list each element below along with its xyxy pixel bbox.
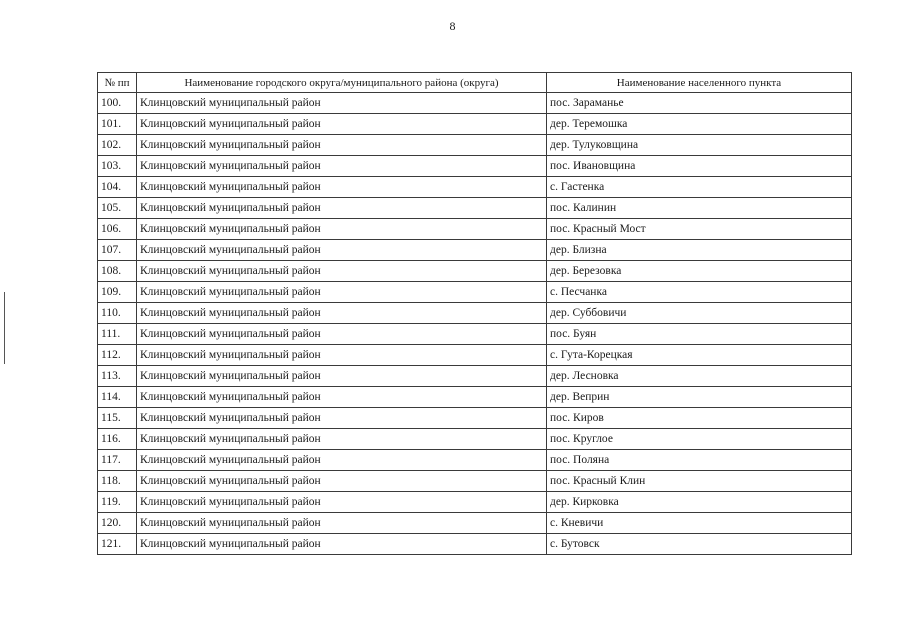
row-number: 113. — [98, 366, 137, 387]
district-name: Клинцовский муниципальный район — [137, 240, 547, 261]
settlements-table — [97, 72, 852, 555]
district-name: Клинцовский муниципальный район — [137, 450, 547, 471]
row-number: 107. — [98, 240, 137, 261]
table-row — [98, 534, 852, 555]
row-number: 116. — [98, 429, 137, 450]
settlement-name: с. Гута-Корецкая — [547, 345, 852, 366]
table-row — [98, 156, 852, 177]
table-row — [98, 387, 852, 408]
district-name: Клинцовский муниципальный район — [137, 282, 547, 303]
district-name: Клинцовский муниципальный район — [137, 408, 547, 429]
district-name: Клинцовский муниципальный район — [137, 135, 547, 156]
settlement-name: дер. Теремошка — [547, 114, 852, 135]
settlement-name: пос. Калинин — [547, 198, 852, 219]
page-number: 8 — [449, 19, 456, 33]
row-number: 109. — [98, 282, 137, 303]
header-num: № пп — [98, 73, 137, 93]
table-row — [98, 324, 852, 345]
settlement-name: пос. Поляна — [547, 450, 852, 471]
district-name: Клинцовский муниципальный район — [137, 156, 547, 177]
settlement-name: пос. Зараманье — [547, 93, 852, 114]
row-number: 117. — [98, 450, 137, 471]
district-name: Клинцовский муниципальный район — [137, 114, 547, 135]
row-number: 118. — [98, 471, 137, 492]
table-row — [98, 219, 852, 240]
table-row — [98, 303, 852, 324]
table-row — [98, 513, 852, 534]
settlement-name: дер. Кирковка — [547, 492, 852, 513]
settlement-name: дер. Близна — [547, 240, 852, 261]
table-row — [98, 240, 852, 261]
district-name: Клинцовский муниципальный район — [137, 93, 547, 114]
table-header-row — [98, 73, 852, 93]
settlement-name: дер. Березовка — [547, 261, 852, 282]
settlement-name: с. Песчанка — [547, 282, 852, 303]
table-row — [98, 261, 852, 282]
table-row — [98, 429, 852, 450]
table-row — [98, 450, 852, 471]
table-row — [98, 282, 852, 303]
district-name: Клинцовский муниципальный район — [137, 177, 547, 198]
table-row — [98, 177, 852, 198]
settlement-name: пос. Красный Мост — [547, 219, 852, 240]
table-row — [98, 471, 852, 492]
district-name: Клинцовский муниципальный район — [137, 261, 547, 282]
settlement-name: дер. Веприн — [547, 387, 852, 408]
header-district: Наименование городского округа/муниципального района (округа) — [137, 73, 547, 93]
district-name: Клинцовский муниципальный район — [137, 492, 547, 513]
settlement-name: пос. Буян — [547, 324, 852, 345]
settlement-name: с. Кневичи — [547, 513, 852, 534]
settlement-name: пос. Красный Клин — [547, 471, 852, 492]
row-number: 112. — [98, 345, 137, 366]
settlement-name: с. Гастенка — [547, 177, 852, 198]
row-number: 101. — [98, 114, 137, 135]
row-number: 108. — [98, 261, 137, 282]
district-name: Клинцовский муниципальный район — [137, 303, 547, 324]
table-body — [98, 93, 852, 555]
row-number: 105. — [98, 198, 137, 219]
row-number: 103. — [98, 156, 137, 177]
table-row — [98, 492, 852, 513]
settlement-name: дер. Суббовичи — [547, 303, 852, 324]
district-name: Клинцовский муниципальный район — [137, 513, 547, 534]
district-name: Клинцовский муниципальный район — [137, 345, 547, 366]
table-row — [98, 408, 852, 429]
row-number: 100. — [98, 93, 137, 114]
settlement-name: пос. Ивановщина — [547, 156, 852, 177]
district-name: Клинцовский муниципальный район — [137, 219, 547, 240]
settlement-name: дер. Лесновка — [547, 366, 852, 387]
row-number: 114. — [98, 387, 137, 408]
row-number: 115. — [98, 408, 137, 429]
district-name: Клинцовский муниципальный район — [137, 429, 547, 450]
table-row — [98, 114, 852, 135]
row-number: 104. — [98, 177, 137, 198]
district-name: Клинцовский муниципальный район — [137, 534, 547, 555]
row-number: 121. — [98, 534, 137, 555]
row-number: 102. — [98, 135, 137, 156]
settlement-name: пос. Киров — [547, 408, 852, 429]
table-row — [98, 135, 852, 156]
district-name: Клинцовский муниципальный район — [137, 471, 547, 492]
row-number: 120. — [98, 513, 137, 534]
district-name: Клинцовский муниципальный район — [137, 366, 547, 387]
table-row — [98, 366, 852, 387]
district-name: Клинцовский муниципальный район — [137, 198, 547, 219]
header-settlement: Наименование населенного пункта — [547, 73, 852, 93]
district-name: Клинцовский муниципальный район — [137, 387, 547, 408]
row-number: 119. — [98, 492, 137, 513]
table-row — [98, 345, 852, 366]
table-row — [98, 198, 852, 219]
settlement-name: пос. Круглое — [547, 429, 852, 450]
district-name: Клинцовский муниципальный район — [137, 324, 547, 345]
row-number: 110. — [98, 303, 137, 324]
settlement-name: дер. Тулуковщина — [547, 135, 852, 156]
row-number: 111. — [98, 324, 137, 345]
table-row — [98, 93, 852, 114]
settlement-name: с. Бутовск — [547, 534, 852, 555]
margin-mark — [4, 292, 5, 364]
row-number: 106. — [98, 219, 137, 240]
